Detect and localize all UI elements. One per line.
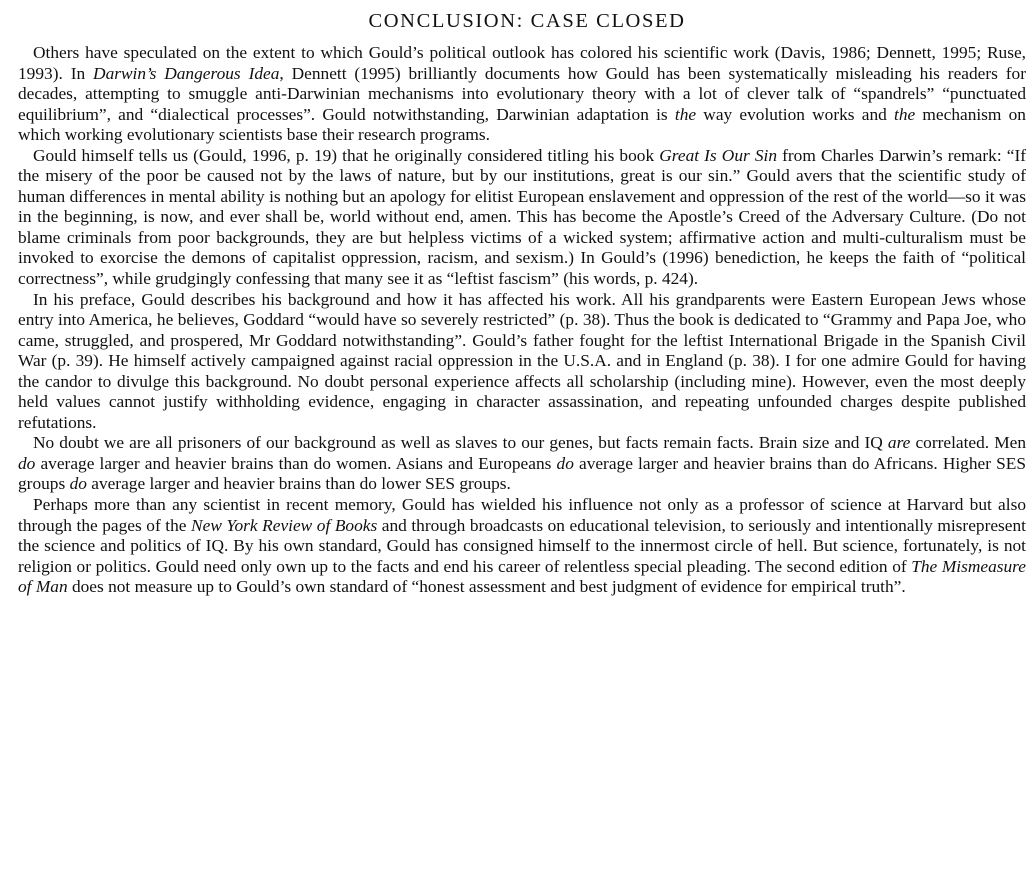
paragraph-2 — [18, 146, 1026, 290]
italic-text-run: do — [69, 474, 87, 494]
italic-text-run: the — [894, 104, 916, 124]
text-run: , Dennett (1995) brilliantly documents how Gould has been systematically misleading his readers for decades, attempting to smuggle anti-Darwinian mechanisms into evolutionary theory with a lot of clever talk of “spandrels” “punctuated equilibrium”, and “dialectical processes”. Gould notwithstanding, Darwinian adaptation is — [18, 63, 1026, 124]
italic-text-run: the — [674, 104, 697, 124]
text-run: correlated. Men — [910, 433, 1026, 453]
text-run: average larger and heavier brains than do lower SES groups. — [86, 474, 511, 494]
text-run: mechanism on which working evolutionary scientists base their research programs. — [18, 104, 1026, 145]
text-run: Gould himself tells us (Gould, 1996, p. 19) that he originally considered titling his book — [33, 145, 660, 165]
italic-text-run: Darwin’s Dangerous Idea — [93, 63, 280, 83]
text-run: average larger and heavier brains than do women. Asians and Europeans — [35, 453, 557, 473]
italic-text-run: do — [556, 453, 574, 473]
italic-text-run: are — [887, 433, 911, 453]
paragraph-4 — [18, 433, 1026, 495]
italic-text-run: do — [18, 453, 36, 473]
paragraph-3 — [18, 290, 1026, 434]
paragraph-1 — [18, 43, 1026, 146]
text-run: and through broadcasts on educational television, to seriously and intentionally misrepresent the science and politics of IQ. By his own standard, Gould has consigned himself to the innermost circle of hell. But science, fortunately, is not religion or politics. Gould need only own up to the facts and end his career of relentless special pleading. The second edition of — [18, 515, 1026, 576]
text-run: average larger and heavier brains than do Africans. Higher SES groups — [18, 453, 1027, 494]
text-run: from Charles Darwin’s remark: “If the misery of the poor be caused not by the laws of nature, but by our institutions, great is our sin.” Gould avers that the scientific study of human differences in mental ability is nothing but an apology for elitist European enslavement and oppression of the rest of the world—so it was in the beginning, is now, and ever shall be, world without end, amen. This has become the Apostle’s Creed of the Adversary Culture. (Do not blame criminals from poor backgrounds, they are but helpless victims of a wicked system; affirmative action and multi-culturalism must be invoked to exorcise the demons of capitalist oppression, racism, and sexism.) In Gould’s (1996) benediction, he keeps the faith of “political correctness”, while grudgingly confessing that many see it as “leftist fascism” (his words, p. 424). — [18, 145, 1027, 289]
text-run: way evolution works and — [696, 104, 895, 124]
text-run: In his preface, Gould describes his background and how it has affected his work. All his grandparents were Eastern European Jews whose entry into America, he believes, Goddard “would have so severely restricted” (p. 38). Thus the book is dedicated to “Grammy and Papa Joe, who came, struggled, and prospered, Mr Goddard notwithstanding”. Gould’s father fought for the leftist International Brigade in the Spanish Civil War (p. 39). He himself actively campaigned against racial oppression in the U.S.A. and in England (p. 38). I for one admire Gould for having the candor to divulge this background. No doubt personal experience affects all scholarship (including mine). However, even the most deeply held values cannot justify withholding evidence, engaging in character assassination, and repeating unfounded charges despite published refutations. — [18, 289, 1026, 432]
section-heading: CONCLUSION: CASE CLOSED — [368, 10, 686, 32]
text-run: does not measure up to Gould’s own standard of “honest assessment and best judgment of evidence for empirical truth”. — [67, 577, 906, 597]
paragraph-5 — [18, 495, 1026, 598]
text-run: Perhaps more than any scientist in recent memory, Gould has wielded his influence not only as a professor of science at Harvard but also through the pages of the — [18, 495, 1026, 535]
italic-text-run: Great Is Our Sin — [659, 145, 778, 165]
italic-text-run: New York Review of Books — [191, 515, 378, 535]
text-run: No doubt we are all prisoners of our background as well as slaves to our genes, but facts remain facts. Brain size and IQ — [33, 433, 888, 453]
text-run: Others have speculated on the extent to which Gould’s political outlook has colored his scientific work (Davis, 1986; Dennett, 1995; Ruse, 1993). In — [18, 43, 1026, 83]
italic-text-run: The Mismeasure of Man — [18, 556, 1026, 597]
